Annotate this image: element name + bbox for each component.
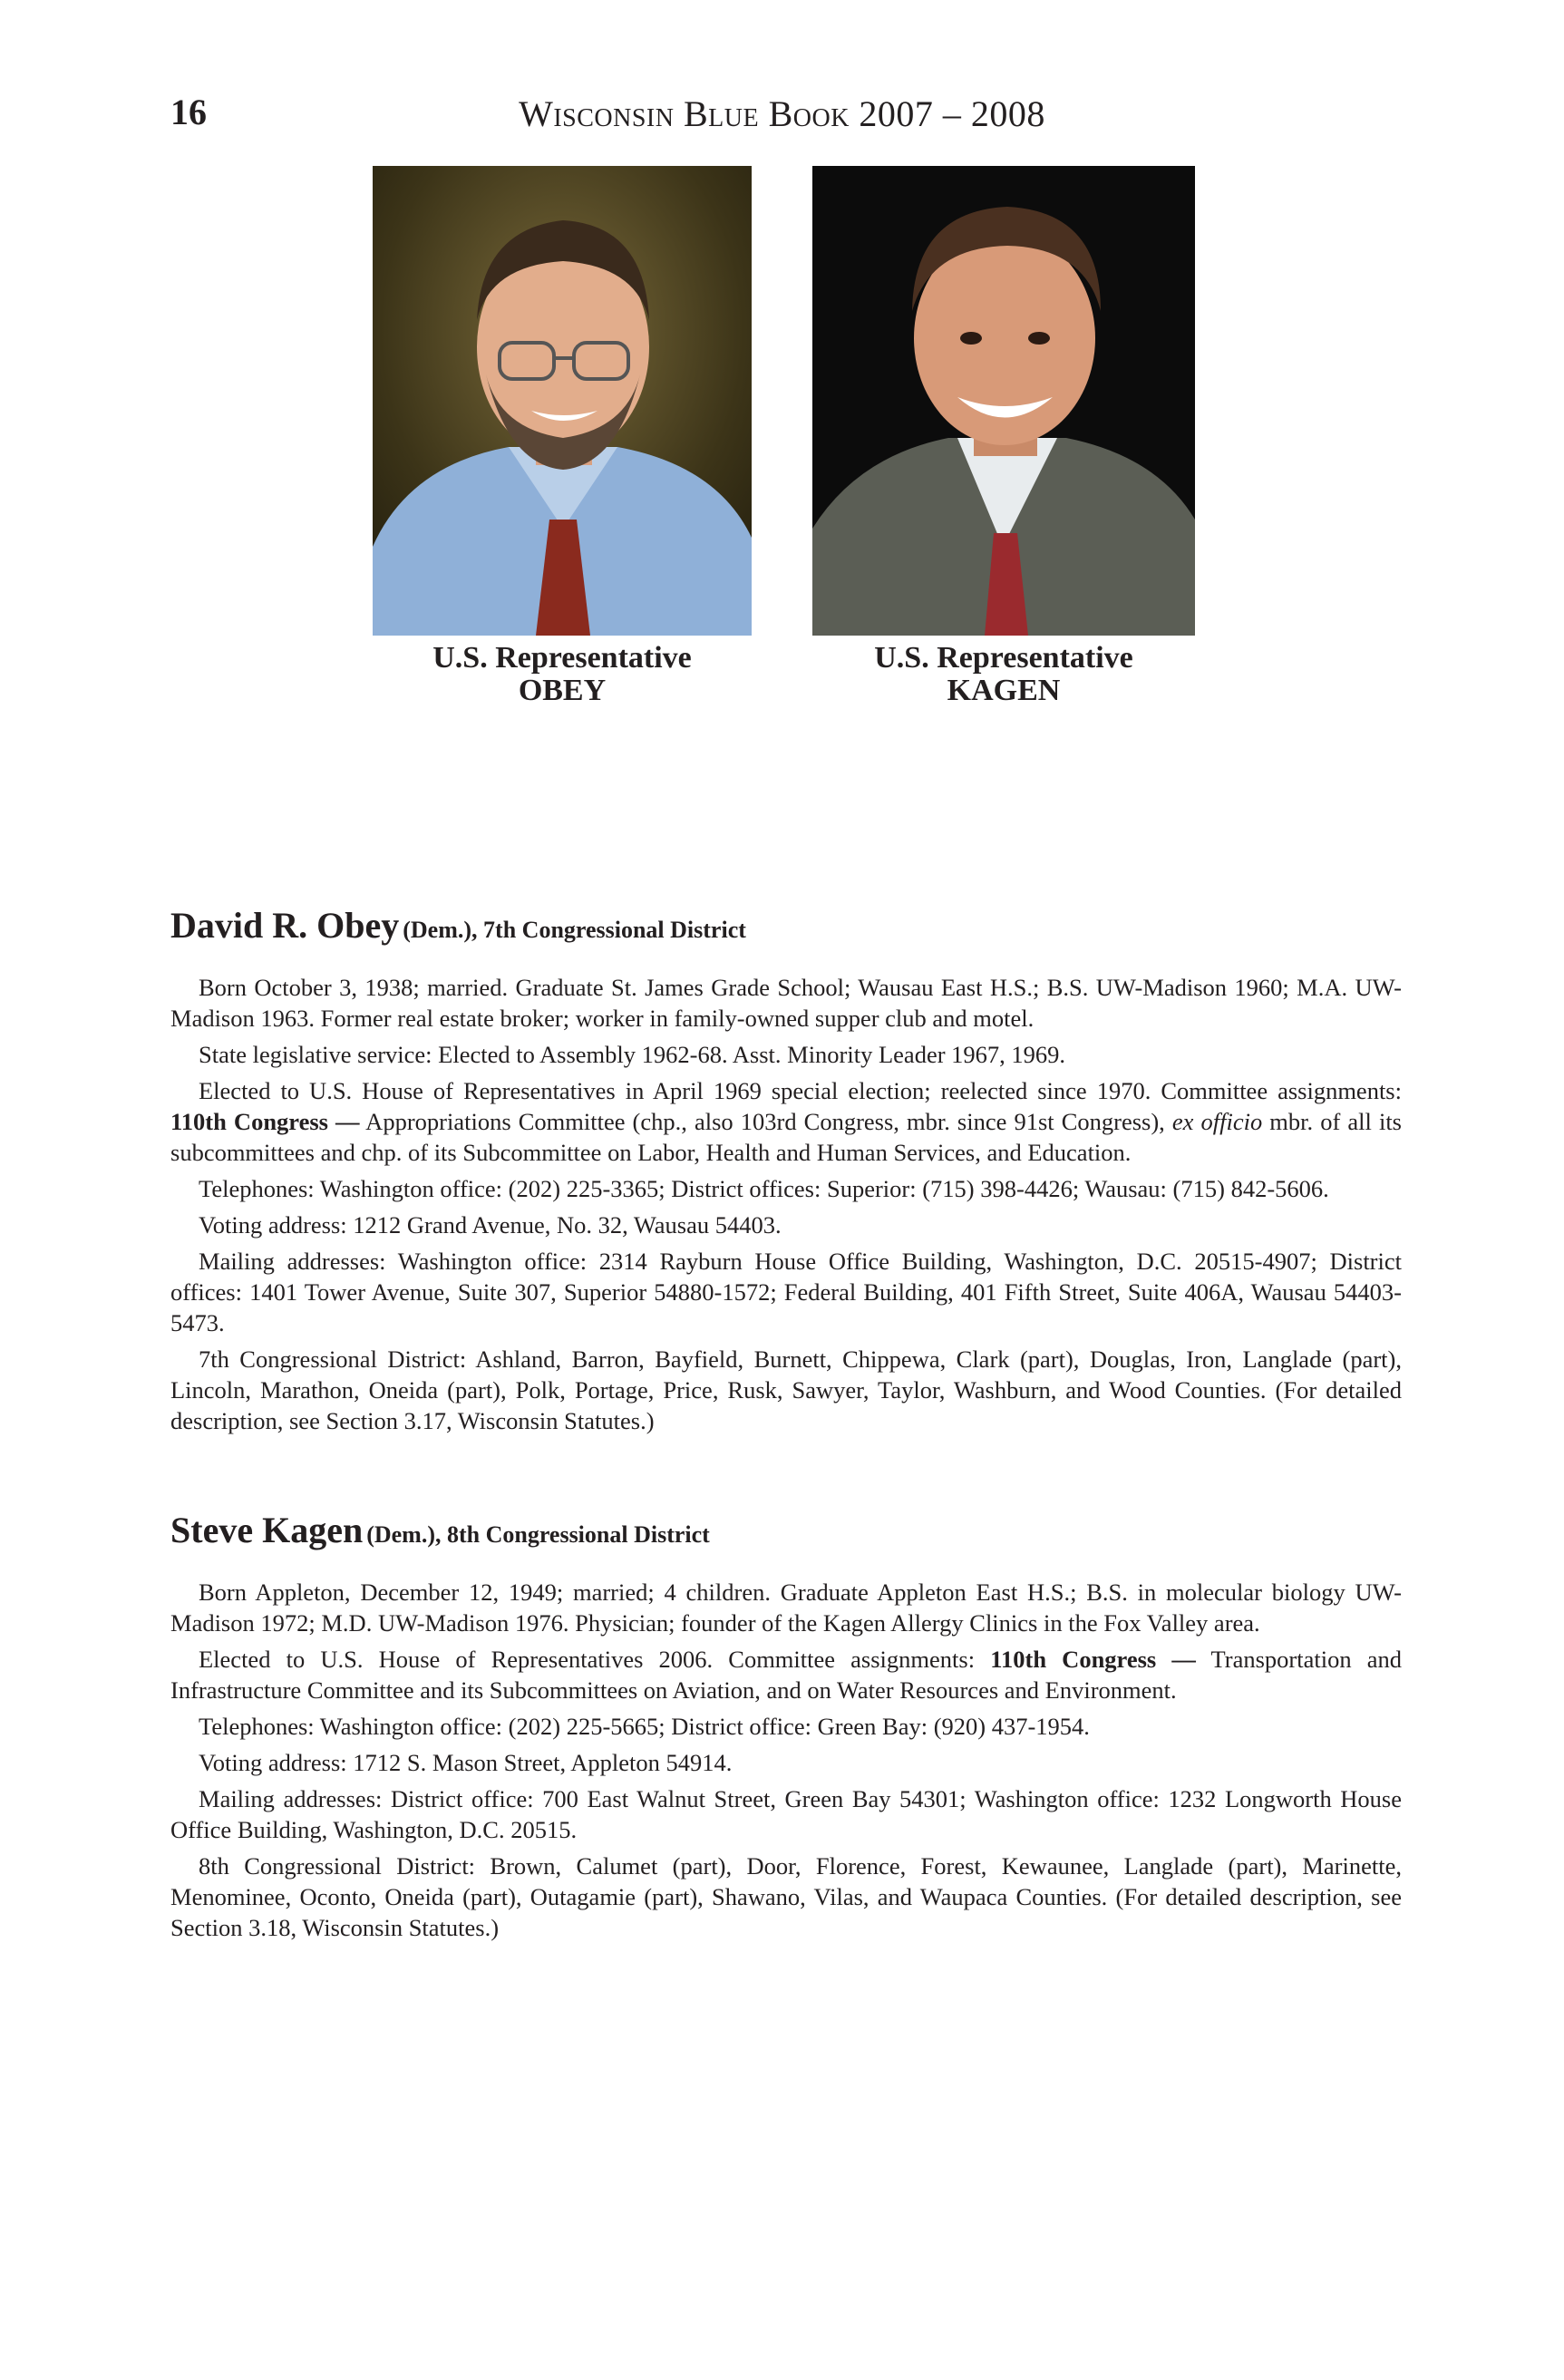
running-head: Wisconsin Blue Book 2007 – 2008	[519, 93, 1045, 134]
text-run: Appropriations Committee (chp., also 103rd Congress, mbr. since 91st Congress),	[359, 1108, 1172, 1135]
caption-name: KAGEN	[947, 674, 1061, 707]
bio-paragraph: Telephones: Washington office: (202) 225-3365; District offices: Superior: (715) 398-4426; Wausau: (715) 842-5606.	[199, 1175, 1329, 1202]
district-label: , 7th Congressional District	[471, 917, 746, 943]
bio-paragraph: Voting address: 1212 Grand Avenue, No. 32, Wausau 54403.	[199, 1211, 782, 1239]
caption-kagen	[791, 642, 1217, 707]
caption-title: U.S. Representative	[432, 641, 692, 675]
bio-paragraph: Mailing addresses: Washington office: 2314 Rayburn House Office Building, Washington, D.C. 20515-4907; District offices: 1401 Tower Avenue, Suite 307, Superior 54880-1572; Federal Building, 401 Fifth Street, Suite 406A, Wausau 54403-5473.	[170, 1248, 1402, 1336]
district-label: , 8th Congressional District	[434, 1521, 710, 1548]
portrait-kagen	[812, 166, 1195, 636]
party-label: (Dem.)	[403, 917, 472, 943]
text-run: Elected to U.S. House of Representatives in April 1969 special election; reelected since 1970. Committee assignments:	[199, 1077, 1402, 1104]
bio-paragraph: Born October 3, 1938; married. Graduate St. James Grade School; Wausau East H.S.; B.S. UW-Madison 1960; M.A. UW-Madison 1963. Former real estate broker; worker in family-owned supper club and motel.	[170, 974, 1402, 1032]
bio-paragraph: Mailing addresses: District office: 700 East Walnut Street, Green Bay 54301; Washington office: 1232 Longworth House Office Building, Washington, D.C. 20515.	[170, 1785, 1402, 1843]
bio-paragraph: Telephones: Washington office: (202) 225-5665; District office: Green Bay: (920) 437-1954.	[199, 1713, 1090, 1740]
bio-paragraph: State legislative service: Elected to Assembly 1962-68. Asst. Minority Leader 1967, 1969.	[199, 1041, 1066, 1068]
caption-name: OBEY	[518, 674, 607, 707]
party-label: (Dem.)	[366, 1521, 435, 1548]
bio-paragraph: Born Appleton, December 12, 1949; married; 4 children. Graduate Appleton East H.S.; B.S. in molecular biology UW-Madison 1972; M.D. UW-Madison 1976. Physician; founder of the Kagen Allergy Clinics in the Fox Valley area.	[170, 1579, 1402, 1637]
biography-kagen	[170, 1505, 1402, 1948]
portrait-obey	[373, 166, 752, 636]
text-run-bold: 110th Congress —	[990, 1646, 1196, 1673]
bio-paragraph: 8th Congressional District: Brown, Calumet (part), Door, Florence, Forest, Kewaunee, Langlade (part), Marinette, Menominee, Oconto, Oneida (part), Outagamie (part), Shawano, Vilas, and Waupaca Counties. (For detailed description, see Section 3.18, Wisconsin Statutes.)	[170, 1852, 1402, 1941]
text-run-bold: 110th Congress —	[170, 1108, 360, 1135]
biography-heading	[170, 1505, 1402, 1564]
text-run: Elected to U.S. House of Representatives 2006. Committee assignments:	[199, 1646, 991, 1673]
page-number: 16	[170, 92, 207, 132]
biography-obey	[170, 900, 1402, 1442]
text-run-italic: ex officio	[1171, 1108, 1263, 1135]
bio-paragraph: Voting address: 1712 S. Mason Street, Appleton 54914.	[199, 1749, 733, 1776]
text-run: mbr. of all its subcommittees and chp. of its Subcommittee on Labor, Health and Human Services, and Education.	[170, 1108, 1402, 1166]
member-name: Steve Kagen	[170, 1510, 364, 1550]
bio-paragraph: 7th Congressional District: Ashland, Barron, Bayfield, Burnett, Chippewa, Clark (part), Douglas, Iron, Langlade (part), Lincoln, Marathon, Oneida (part), Polk, Portage, Price, Rusk, Sawyer, Taylor, Washburn, and Wood Counties. (For detailed description, see Section 3.17, Wisconsin Statutes.)	[170, 1345, 1402, 1434]
caption-title: U.S. Representative	[874, 641, 1133, 675]
bio-paragraph	[170, 1644, 1402, 1705]
biography-heading	[170, 900, 1402, 959]
text-run: Transportation and Infrastructure Committee and its Subcommittees on Aviation, and on Water Resources and Environment.	[170, 1646, 1402, 1704]
member-name: David R. Obey	[170, 905, 400, 946]
caption-obey	[349, 642, 775, 707]
bio-paragraph	[170, 1075, 1402, 1168]
